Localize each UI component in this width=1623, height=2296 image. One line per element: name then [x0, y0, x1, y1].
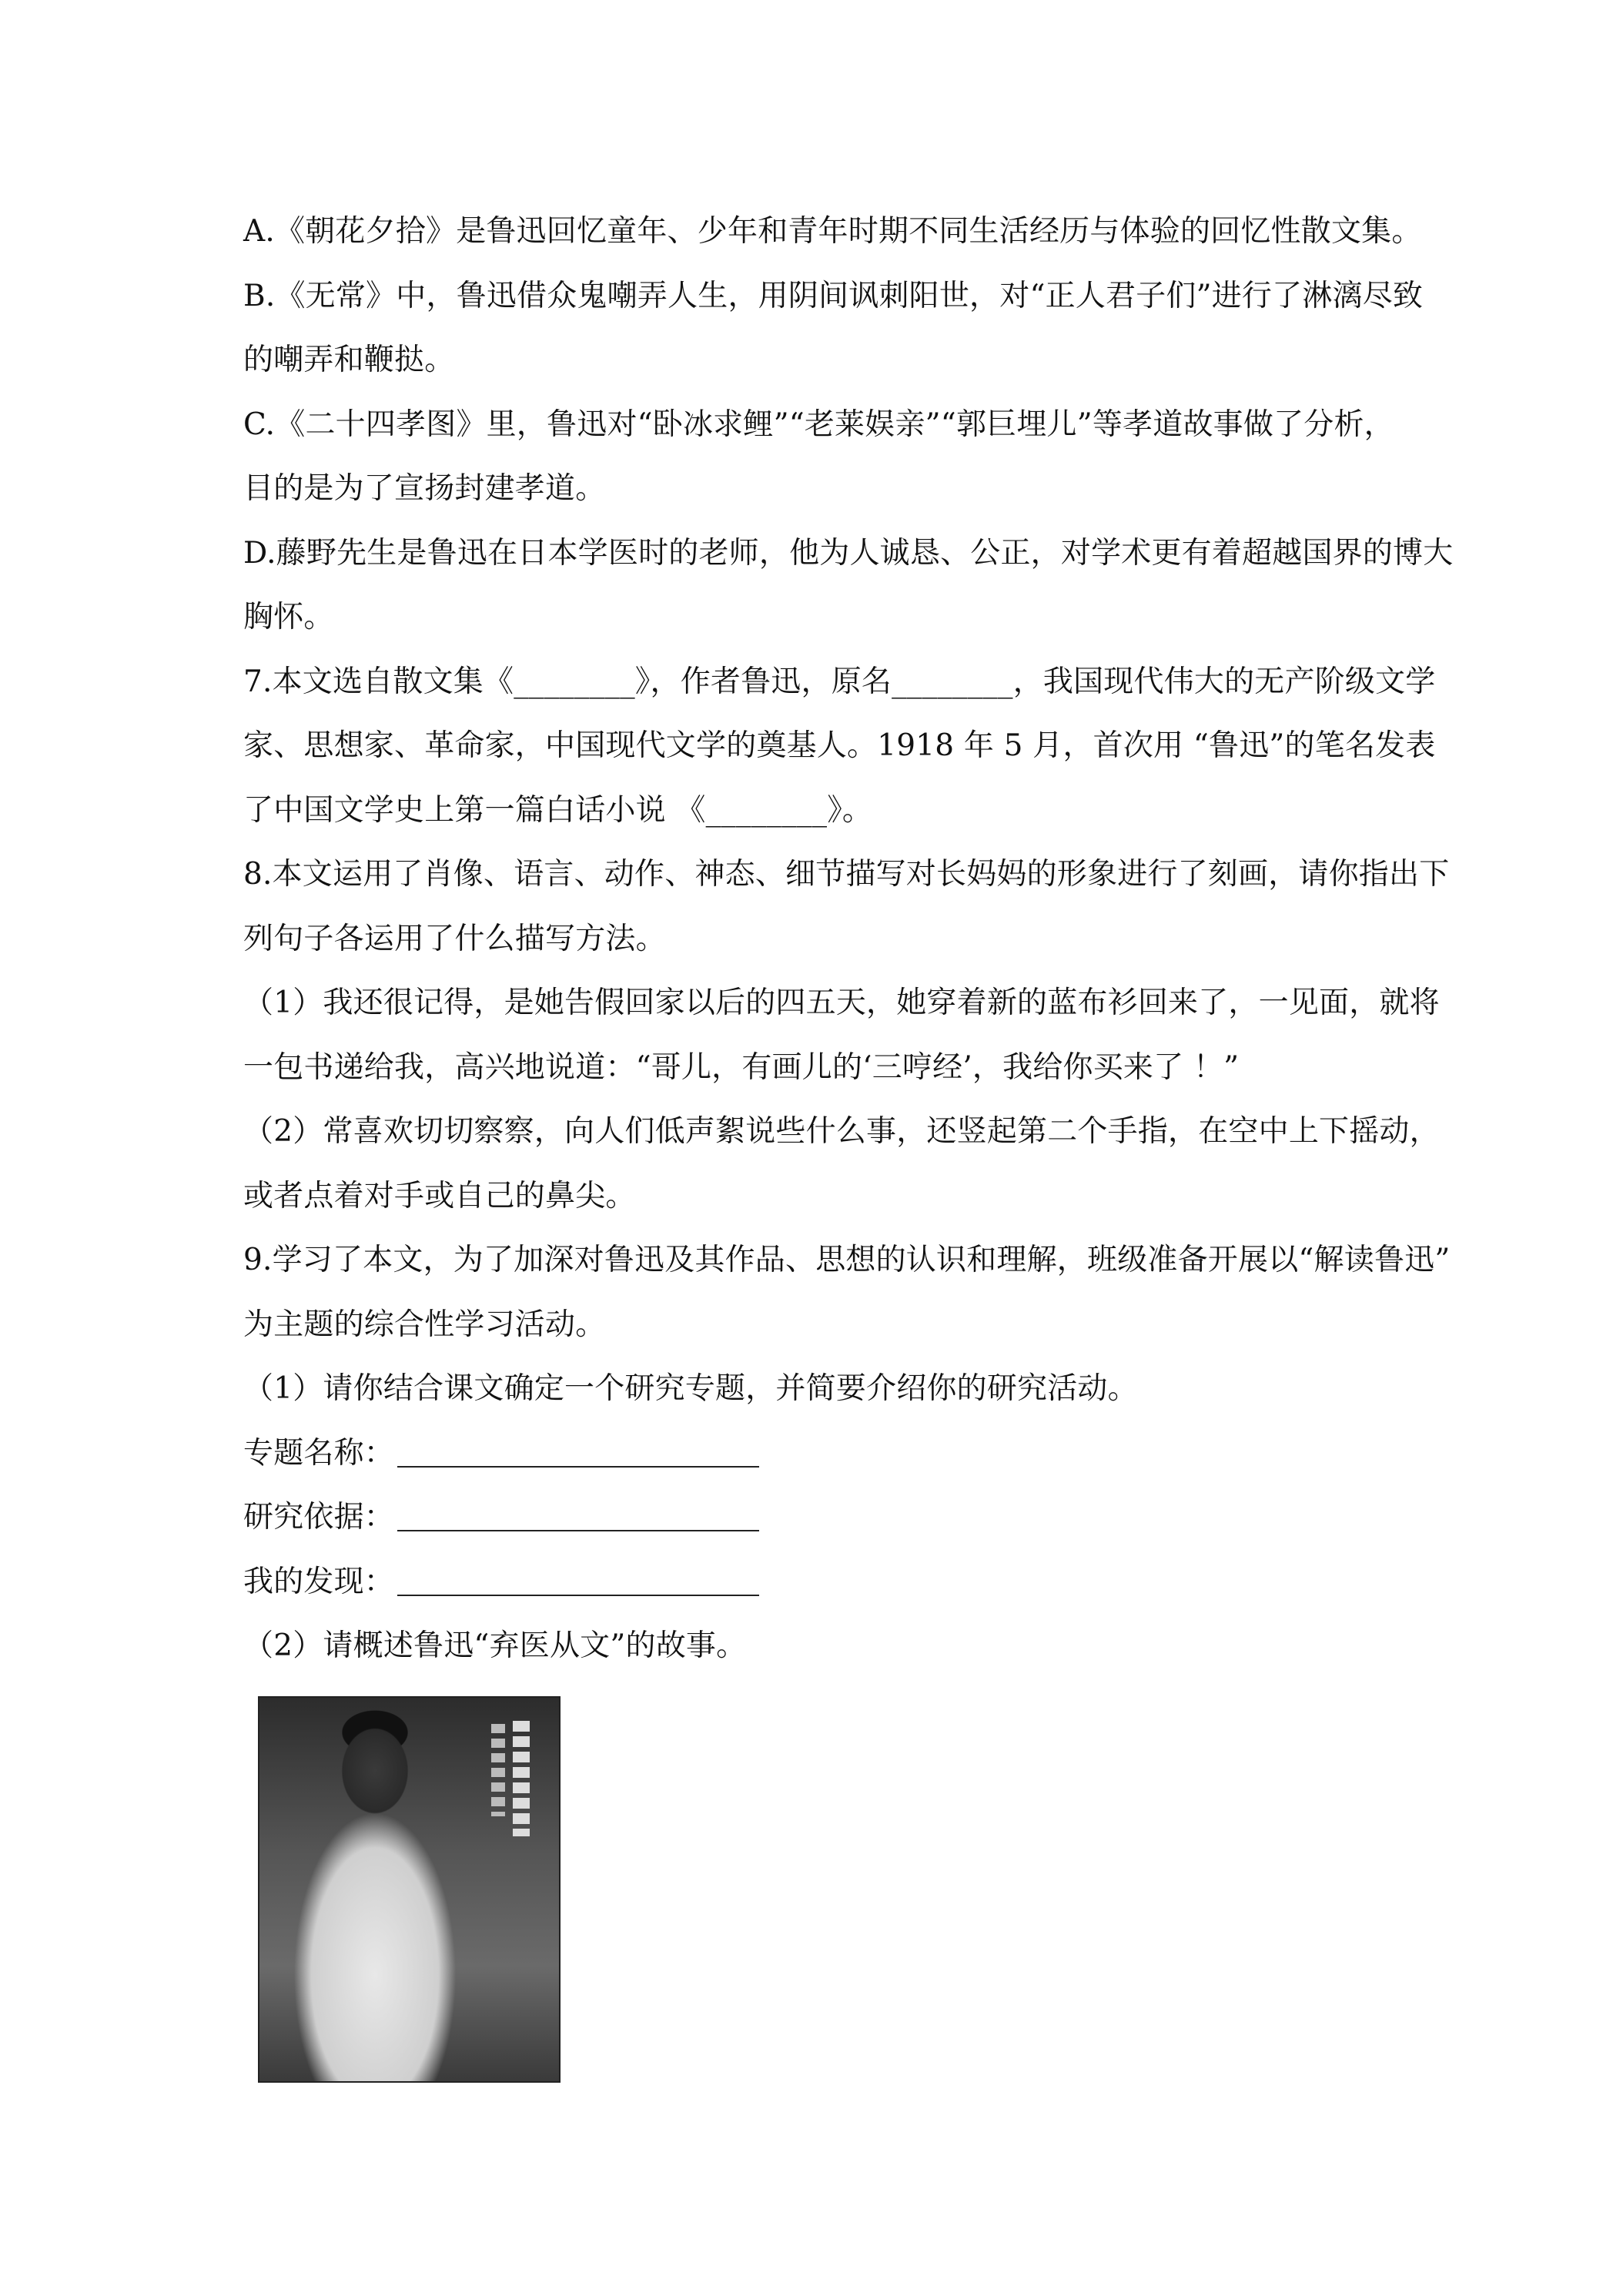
basis-row — [243, 1485, 1398, 1550]
option-d: D.藤野先生是鲁迅在日本学医时的老师，他为人诚恳、公正，对学术更有着超越国界的博大 — [243, 535, 1454, 571]
topic-label: 专题名称： — [243, 1435, 395, 1471]
question-9-cont: 为主题的综合性学习活动。 — [243, 1307, 606, 1342]
question-7: 7.本文选自散文集《________》，作者鲁迅，原名________，我国现代伟大的无产阶级文学 — [243, 664, 1436, 699]
option-b: B.《无常》中，鲁迅借众鬼嘲弄人生，用阴间讽刺阳世，对“正人君子们”进行了淋漓尽致 — [243, 278, 1424, 313]
lu-xun-portrait-photo — [258, 1696, 561, 2083]
topic-blank[interactable] — [397, 1435, 759, 1468]
option-c: C.《二十四孝图》里，鲁迅对“卧冰求鲤”“老莱娱亲”“郭巨埋儿”等孝道故事做了分析， — [243, 407, 1394, 442]
question-9: 9.学习了本文，为了加深对鲁迅及其作品、思想的认识和理解，班级准备开展以“解读鲁迅” — [243, 1243, 1451, 1277]
calligraphy-inscription — [513, 1721, 530, 1836]
option-b-cont: 的嘲弄和鞭挞。 — [243, 343, 455, 377]
question-8-sub1-cont: 一包书递给我，高兴地说道：“哥儿，有画儿的‘三哼经’，我给你买来了 ！” — [243, 1049, 1240, 1085]
document-page — [243, 199, 1454, 1678]
finding-label: 我的发现： — [243, 1564, 395, 1599]
finding-row — [243, 1550, 1398, 1615]
question-8-cont: 列句子各运用了什么描写方法。 — [243, 921, 666, 956]
question-7-cont: 家、思想家、革命家，中国现代文学的奠基人。1918 年 5 月，首次用 “鲁迅”的笔名发表 — [243, 728, 1436, 763]
finding-blank[interactable] — [397, 1564, 759, 1596]
option-c-cont: 目的是为了宣扬封建孝道。 — [243, 471, 606, 506]
basis-label: 研究依据： — [243, 1500, 395, 1535]
question-8: 8.本文运用了肖像、语言、动作、神态、细节描写对长妈妈的形象进行了刻画，请你指出下 — [243, 857, 1450, 892]
question-8-sub2-cont: 或者点着对手或自己的鼻尖。 — [243, 1178, 636, 1213]
calligraphy-inscription-2 — [491, 1724, 505, 1816]
option-a: A.《朝花夕拾》是鲁迅回忆童年、少年和青年时期不同生活经历与体验的回忆性散文集。 — [243, 214, 1422, 249]
topic-row — [243, 1421, 1398, 1486]
question-8-sub1: （1）我还很记得，是她告假回家以后的四五天，她穿着新的蓝布衫回来了，一见面，就将 — [243, 986, 1440, 1020]
basis-blank[interactable] — [397, 1499, 759, 1531]
question-8-sub2: （2）常喜欢切切察察，向人们低声絮说些什么事，还竖起第二个手指，在空中上下摇动， — [243, 1114, 1440, 1149]
question-9-sub1: （1）请你结合课文确定一个研究专题，并简要介绍你的研究活动。 — [243, 1371, 1138, 1406]
question-7-cont2: 了中国文学史上第一篇白话小说 《________》。 — [243, 792, 873, 828]
option-d-cont: 胸怀。 — [243, 600, 334, 634]
question-9-sub2: （2）请概述鲁迅“弃医从文”的故事。 — [243, 1628, 747, 1663]
